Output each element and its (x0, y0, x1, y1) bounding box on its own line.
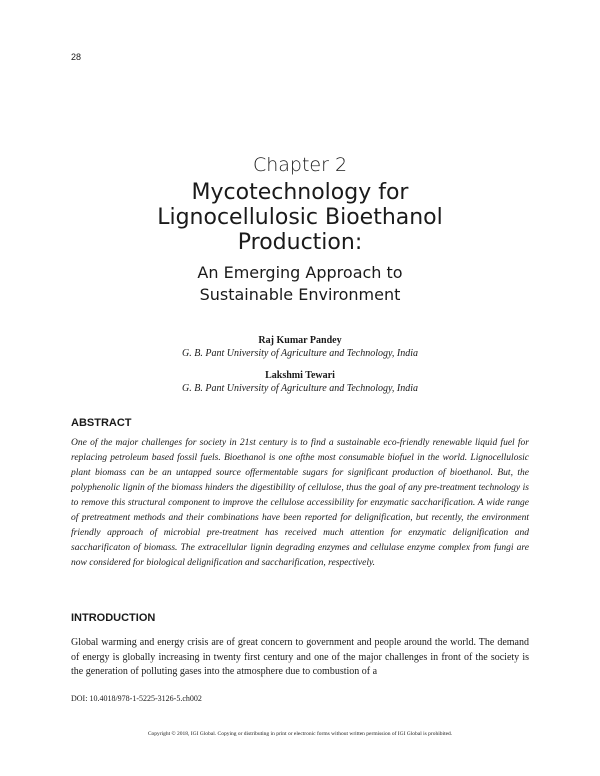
chapter-subtitle (0, 262, 600, 306)
introduction-text: Global warming and energy crisis are of great concern to government and people around the world. The demand of energy is globally increasing in twenty first century and one of the major challenges in front of the society is the generation of polluting gases into the atmosphere due to combustion of a (71, 637, 529, 677)
author-affiliation: G. B. Pant University of Agriculture and Technology, India (182, 383, 418, 394)
doi-line: DOI: 10.4018/978-1-5225-3126-5.ch002 (71, 694, 202, 703)
abstract-heading: ABSTRACT (71, 417, 132, 429)
author-block (0, 370, 600, 394)
abstract-text: One of the major challenges for society in 21st century is to find a sustainable eco-friendly renewable liquid fuel for replacing petroleum based fossil fuels. Bioethanol is one ofthe most consumable biofuel in the world. Lignocellulosic plant biomass can be an untapped source offermentable sugars for significant production of bioethanol. But, the polyphenolic lignin of the biomass hinders the digestibility of cellulose, thus the goal of any pre-treatment technology is to remove this structural component to improve the cellulose accessibility for enzymatic saccharification. A wide range of pretreatment methods and their combinations have been reported for delignification, but recently, the environment friendly approach of microbial pre-treatment has received much attention for enzymatic delignification and saccharificaton of biomass. The extracellular lignin degrading enzymes and cellulase enzyme complex from fungi are now considered for biological delignification and saccharification, respectively. (71, 438, 529, 568)
subtitle-line: An Emerging Approach to (197, 263, 403, 282)
chapter-label: Chapter 2 (252, 154, 348, 176)
title-line: Mycotechnology for (191, 180, 409, 205)
author-name: Lakshmi Tewari (265, 370, 335, 381)
author-block (0, 335, 600, 359)
subtitle-line: Sustainable Environment (199, 285, 401, 304)
author-name: Raj Kumar Pandey (258, 335, 342, 346)
title-line: Lignocellulosic Bioethanol (157, 205, 443, 230)
chapter-title (0, 180, 600, 255)
author-affiliation: G. B. Pant University of Agriculture and Technology, India (182, 348, 418, 359)
copyright-notice: Copyright © 2018, IGI Global. Copying or distributing in print or electronic forms without written permission of IGI Global is prohibited. (147, 731, 453, 737)
introduction-heading: INTRODUCTION (71, 612, 156, 624)
title-line: Production: (237, 230, 363, 255)
page-number: 28 (71, 52, 82, 62)
